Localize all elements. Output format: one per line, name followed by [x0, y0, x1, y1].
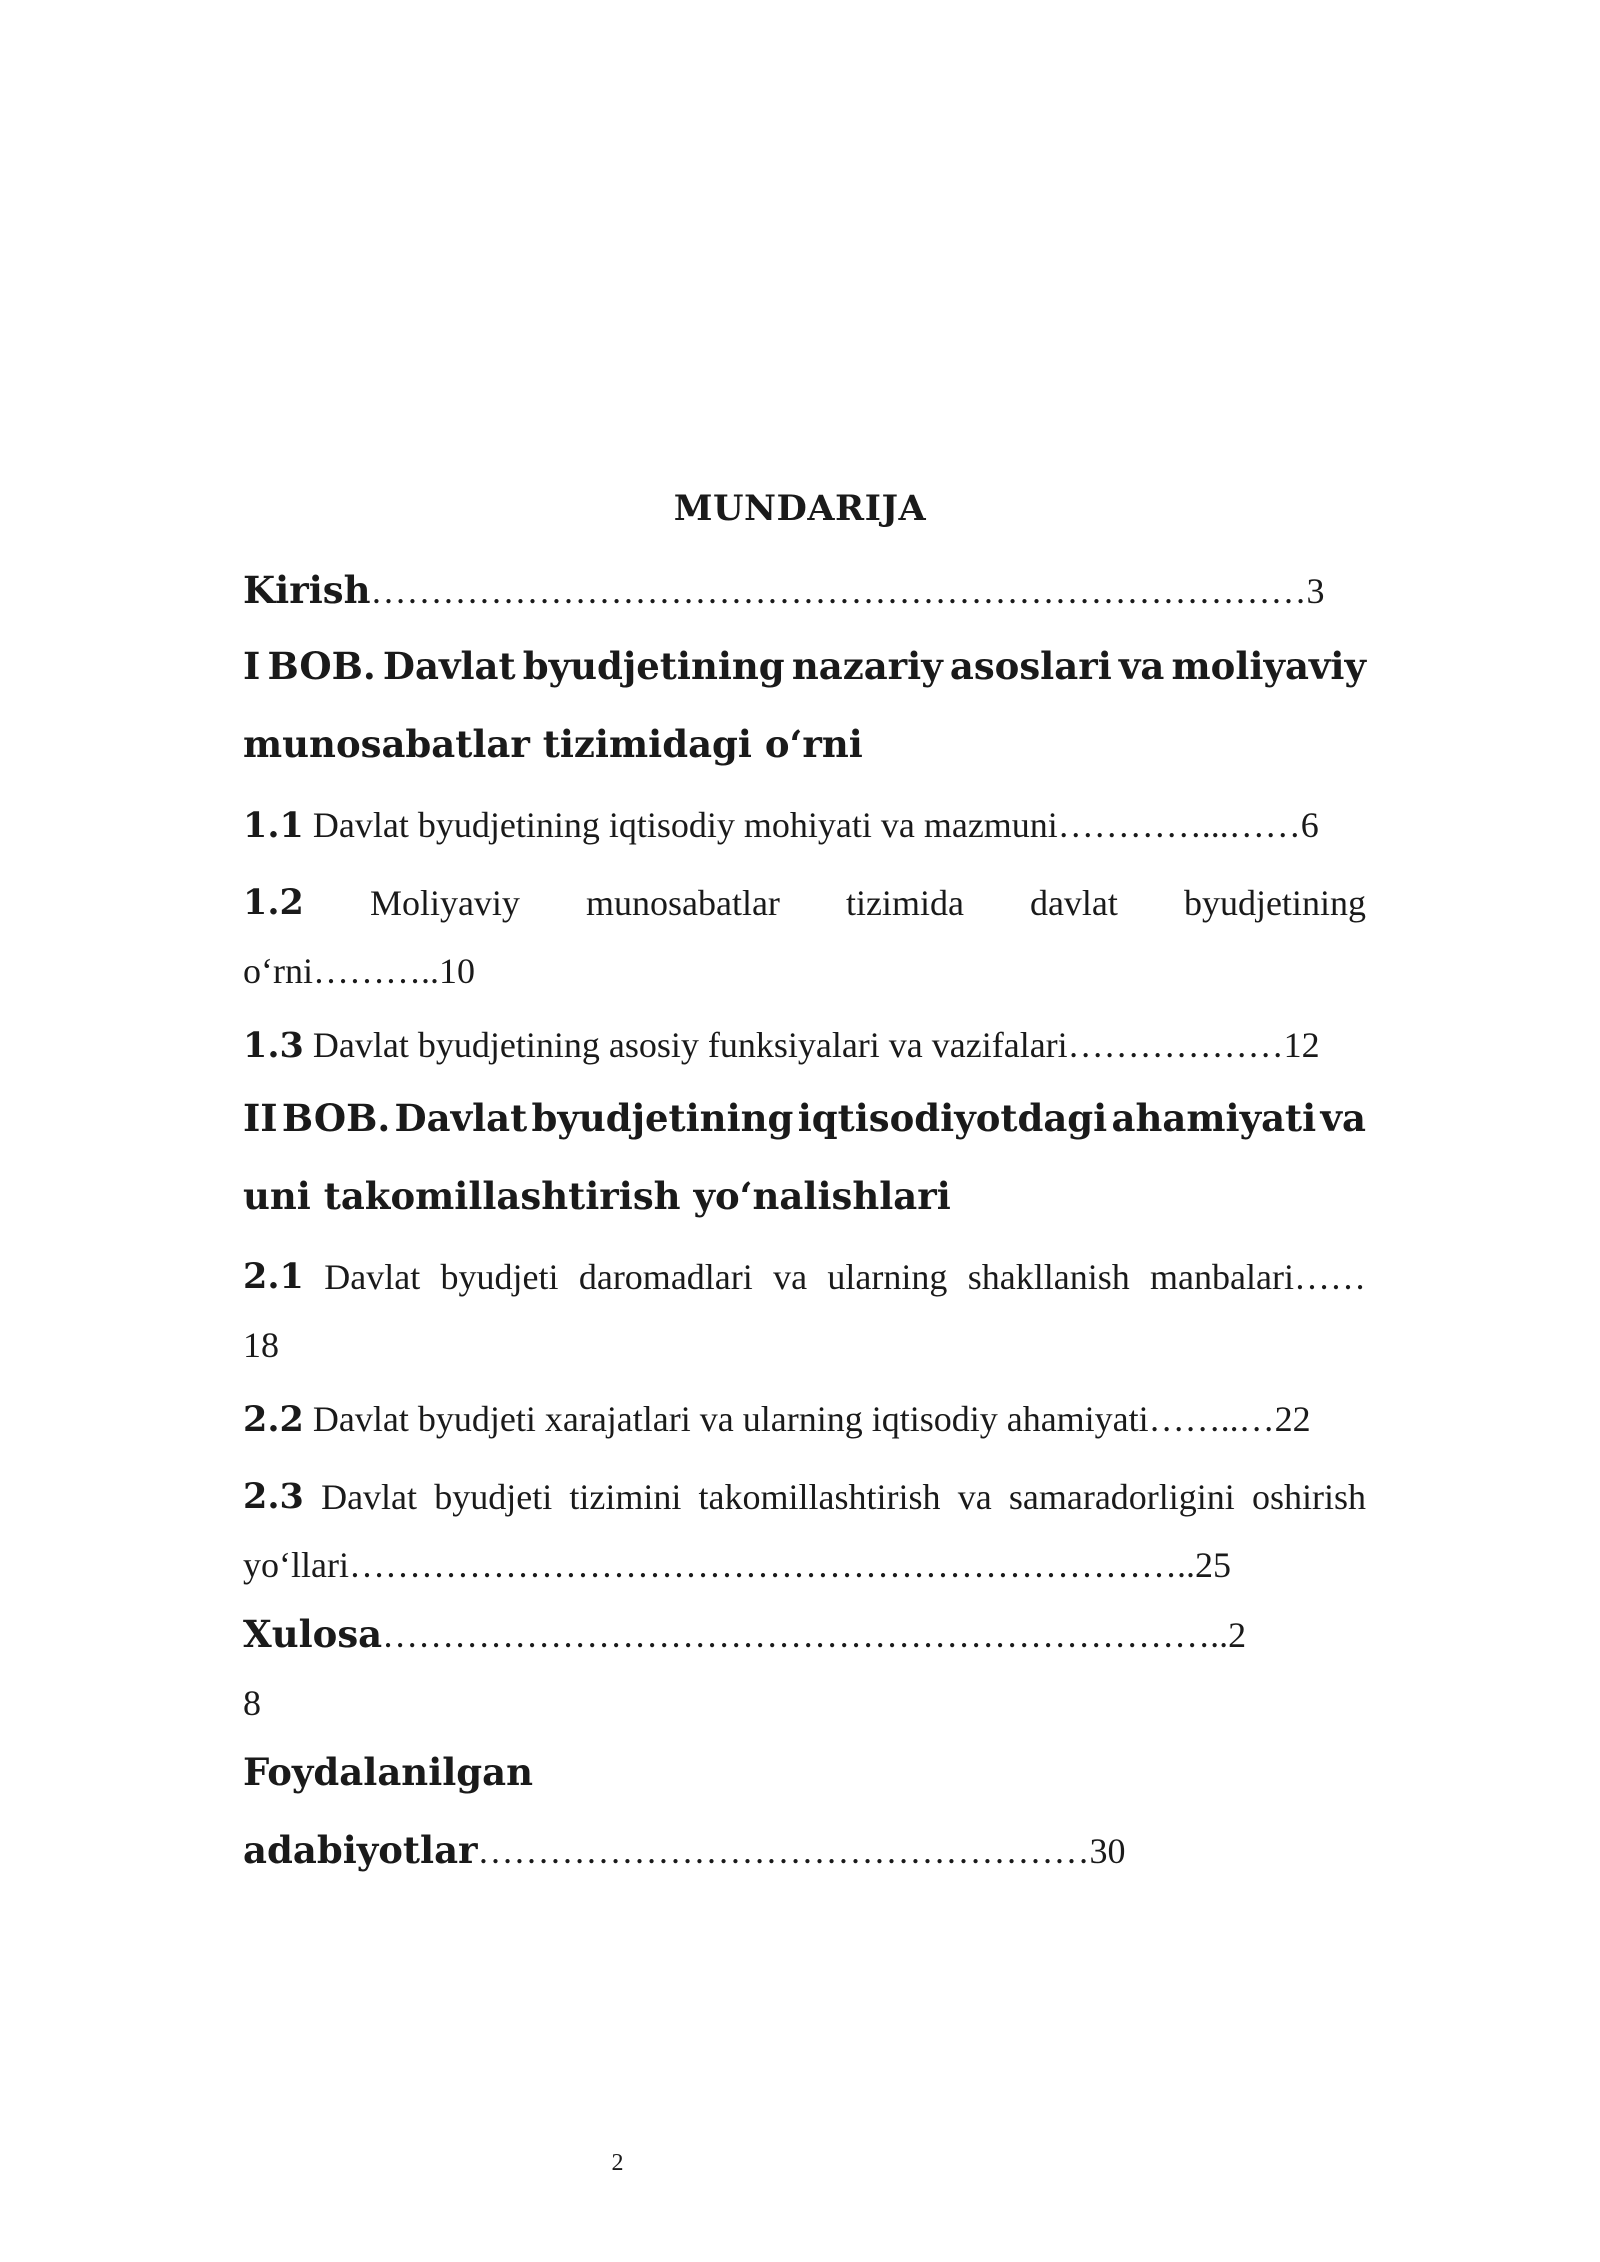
toc-entry-leader: ……………………………………………………………..2 [382, 1615, 1247, 1655]
heading-word: moliyaviy [1171, 644, 1366, 688]
section-word: byudjeti [434, 1477, 553, 1517]
toc-section-2-3 [243, 1476, 1366, 1518]
section-number: 1.1 [243, 805, 304, 846]
toc-entry-conclusion-cont: 8 [243, 1683, 261, 1723]
section-word: ularning [827, 1257, 948, 1297]
section-number: 2.2 [243, 1399, 304, 1440]
section-word: tizimida [845, 883, 964, 923]
heading-word: ahamiyati [1111, 1096, 1317, 1140]
toc-title: MUNDARIJA [673, 488, 927, 529]
section-word: shakllanish [967, 1257, 1130, 1297]
section-word: tizimini [569, 1477, 682, 1517]
heading-word: byudjetining [531, 1096, 794, 1140]
section-text: Davlat byudjetining iqtisodiy mohiyati va mazmuni…………...……6 [303, 805, 1319, 845]
toc-section-1-1 [243, 804, 1366, 846]
heading-word: byudjetining [522, 644, 785, 688]
toc-entry-conclusion [243, 1612, 1366, 1656]
section-word: byudjetining [1183, 883, 1366, 923]
toc-section-1-2 [243, 882, 1366, 924]
section-word: takomillashtirish [698, 1477, 941, 1517]
toc-chapter-2-heading [243, 1096, 1366, 1140]
heading-word: BOB. [267, 644, 376, 688]
toc-chapter-2-heading-cont: uni takomillashtirish yo‘nalishlari [243, 1174, 951, 1218]
toc-section-2-1 [243, 1256, 1366, 1298]
toc-section-2-1-cont: 18 [243, 1325, 279, 1365]
toc-chapter-1-heading-cont: munosabatlar tizimidagi o‘rni [243, 722, 863, 766]
toc-entry-label: Kirish [243, 568, 371, 612]
toc-section-2-3-cont: yo‘llari……………………………………………………………..25 [243, 1545, 1231, 1585]
section-word: munosabatlar [585, 883, 780, 923]
toc-entry-intro [243, 568, 1366, 612]
heading-word: II [243, 1096, 278, 1140]
heading-word: BOB. [281, 1096, 391, 1140]
section-word: davlat [1029, 883, 1118, 923]
section-text: Davlat byudjetining asosiy funksiyalari va vazifalari………………12 [303, 1025, 1320, 1065]
section-word: Davlat [324, 1257, 421, 1297]
heading-word: va [1320, 1096, 1366, 1140]
heading-word: Davlat [382, 644, 516, 688]
section-word: Moliyaviy [369, 883, 520, 923]
section-word: va [957, 1477, 992, 1517]
heading-word: I [243, 644, 261, 688]
section-word: daromadlari [578, 1257, 753, 1297]
heading-word: Davlat [394, 1096, 528, 1140]
section-text: Davlat byudjeti xarajatlari va ularning iqtisodiy ahamiyati……..…22 [303, 1399, 1311, 1439]
toc-entry-leader: ……………………………………………30 [477, 1831, 1126, 1871]
section-number: 2.1 [243, 1256, 304, 1297]
section-word: Davlat [321, 1477, 418, 1517]
section-word: va [773, 1257, 808, 1297]
heading-word: asoslari [949, 644, 1112, 688]
heading-word: nazariy [791, 644, 943, 688]
section-word: manbalari…… [1150, 1257, 1366, 1297]
heading-word: iqtisodiyotdagi [797, 1096, 1108, 1140]
section-number: 1.3 [243, 1025, 304, 1066]
toc-chapter-1-heading [243, 644, 1366, 688]
toc-entry-label: adabiyotlar [243, 1828, 478, 1872]
toc-section-2-2 [243, 1398, 1366, 1440]
page-number: 2 [611, 2150, 624, 2176]
section-number: 1.2 [243, 882, 304, 923]
section-word: oshirish [1251, 1477, 1366, 1517]
toc-section-1-3 [243, 1024, 1366, 1066]
heading-word: va [1118, 644, 1165, 688]
toc-entry-leader: ……………………………………………………………………3 [370, 571, 1325, 611]
toc-entry-references-line1: Foydalanilgan [243, 1750, 534, 1794]
section-word: byudjeti [440, 1257, 559, 1297]
section-number: 2.3 [243, 1476, 304, 1517]
toc-section-1-2-cont: o‘rni………..10 [243, 951, 475, 991]
section-word: samaradorligini [1008, 1477, 1235, 1517]
toc-entry-references [243, 1828, 1366, 1872]
toc-entry-label: Xulosa [243, 1612, 383, 1656]
